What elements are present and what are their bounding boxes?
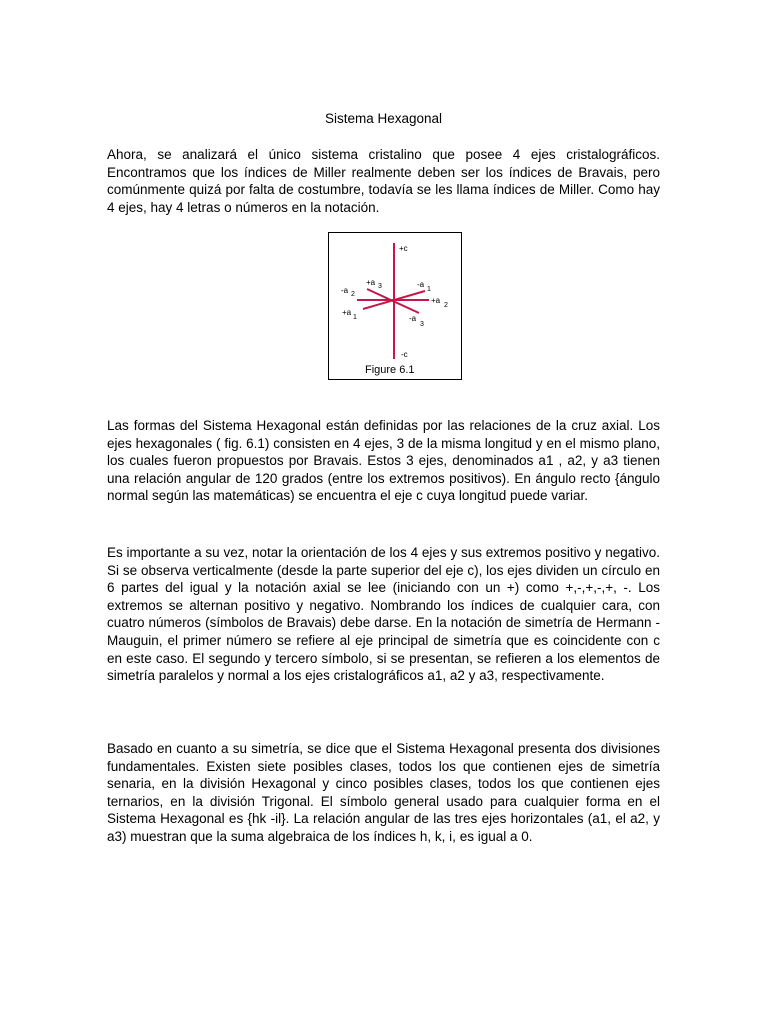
- paragraph-orientation: Es importante a su vez, notar la orientación de los 4 ejes y sus extremos positivo y negativo. Si se observa verticalmente (desde la parte superior del eje c), los ejes dividen un círculo en 6 partes del igual y la notación axial se lee (iniciando con un +) como +,-,+,-,+, -. Los extremos se alternan positivo y negativo. Nombrando los índices de cualquier cara, con cuatro números (símbolos de Bravais) debe darse. En la notación de simetría de Hermann - Mauguin, el primer número se refiere al eje principal de simetría que es coincidente con c en este caso. El segundo y tercero símbolo, si se presentan, se refieren a los elementos de simetría paralelos y normal a los ejes cristalográficos a1, a2 y a3, respectivamente.: [107, 545, 660, 684]
- paragraph-axial-cross: Las formas del Sistema Hexagonal están definidas por las relaciones de la cruz axial. Los ejes hexagonales ( fig. 6.1) consisten en 4 ejes, 3 de la misma longitud y en el mismo plano, los cuales fueron propuestos por Bravais. Estos 3 ejes, denominados a1 , a2, y a3 tienen una relación angular de 120 grados (entre los extremos positivos). En ángulo recto {ángulo normal según las matemáticas) se encuentra el eje c cuya longitud puede variar.: [107, 418, 660, 504]
- figure-hexagonal-axes: [328, 232, 462, 380]
- label-plus-a3-sub: 3: [378, 283, 382, 290]
- figure-caption: Figure 6.1: [365, 364, 415, 376]
- label-minus-a1-sub: 1: [427, 286, 431, 293]
- paragraph-symmetry: Basado en cuanto a su simetría, se dice que el Sistema Hexagonal presenta dos divisiones fundamentales. Existen siete posibles clases, todos los que contienen ejes de simetría senaria, en la división Hexagonal y cinco posibles clases, todos los que contienen ejes ternarios, en la división Trigonal. El símbolo general usado para cualquier forma en el Sistema Hexagonal es {hk -il}. La relación angular de las tres ejes horizontales (a1, el a2, y a3) muestran que la suma algebraica de los índices h, k, i, es igual a 0.: [107, 741, 660, 844]
- label-plus-c: +c: [399, 244, 408, 253]
- label-minus-a2-sub: 2: [351, 291, 355, 298]
- label-minus-a2: -a: [341, 286, 349, 295]
- label-plus-a2: +a: [431, 296, 441, 305]
- label-plus-a3: +a: [366, 278, 376, 287]
- axes-diagram: [329, 233, 461, 379]
- label-minus-c: -c: [401, 350, 408, 359]
- label-plus-a1: +a: [342, 308, 352, 317]
- paragraph-intro: Ahora, se analizará el único sistema cristalino que posee 4 ejes cristalográficos. Encontramos que los índices de Miller realmente deben ser los índices de Bravais, pero comúnmente quizá por falta de costumbre, todavía se les llama índices de Miller. Como hay 4 ejes, hay 4 letras o números en la notación.: [107, 147, 660, 215]
- label-minus-a3-sub: 3: [420, 321, 424, 328]
- label-minus-a1: -a: [417, 280, 425, 289]
- label-plus-a1-sub: 1: [353, 314, 357, 321]
- document-title: Sistema Hexagonal: [324, 111, 443, 126]
- label-minus-a3: -a: [409, 314, 417, 323]
- label-plus-a2-sub: 2: [444, 302, 448, 309]
